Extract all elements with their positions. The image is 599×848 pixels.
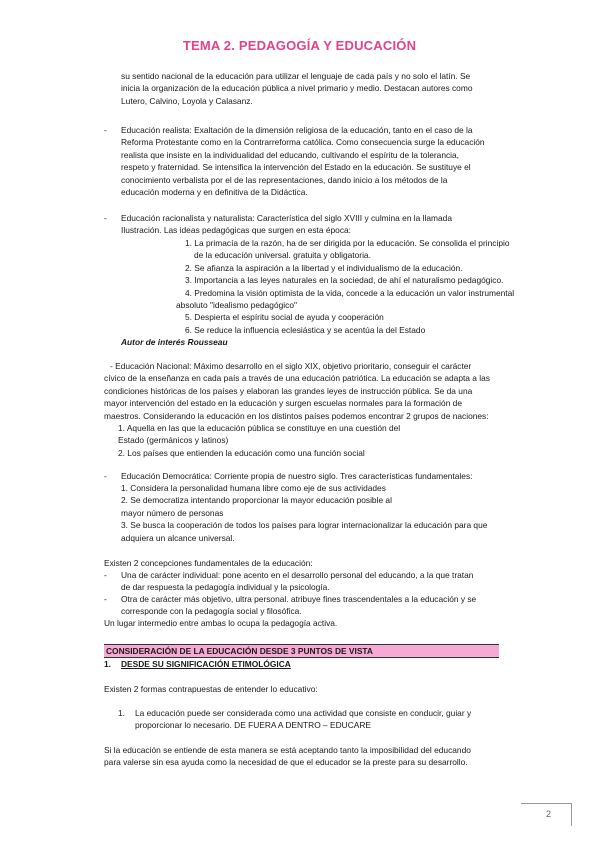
text-line: Educación realista: Exaltación de la dimensión religiosa de la educación, tanto en el caso de la — [121, 125, 473, 135]
consideracion-item — [135, 707, 515, 732]
text-line: La educación puede ser considerada como una actividad que consiste en conducir, guiar y — [135, 708, 472, 718]
list-item: de la educación universal. gratuita y obligatoria. — [194, 250, 371, 261]
text-line: Otra de carácter más objetivo, ultra personal. atribuye fines trascendentales a la educación y se — [121, 594, 477, 604]
text-line: educación moderna y en definitiva de la Didáctica. — [121, 187, 308, 198]
section-number: 1. — [104, 659, 111, 669]
list-item: 5. Despierta el espíritu social de ayuda y cooperación — [185, 312, 384, 323]
list-item: 6. Se reduce la influencia eclesiástica y se acentúa la del Estado — [185, 324, 426, 335]
page-number: 2 — [545, 809, 551, 819]
list-item: Estado (germánicos y latinos) — [118, 435, 229, 446]
racionalista-list — [176, 237, 515, 336]
nacional-paragraph — [104, 360, 515, 422]
text-line: cívico de la enseñanza en cada país a través de una educación patriótica. La educación se adapta a las — [104, 373, 490, 384]
text-line: mayor intervención del estado en la educación y surgen escuelas normales para la formación de — [104, 398, 463, 409]
concepciones-intro: Existen 2 concepciones fundamentales de la educación: — [104, 558, 313, 568]
list-item: 3. Se busca la cooperación de todos los países para lograr internacionalizar la educación para que — [121, 520, 488, 531]
text-line: Reforma Protestante como en la Contrarreforma católica. Como consecuencia surge la educación — [121, 137, 485, 148]
bullet-dash: - — [104, 125, 107, 135]
text-line: para valerse sin esa ayuda como la necesidad de que el educador se la preste para su desarrollo. — [104, 757, 468, 768]
text-line: maestros. Considerando la educación en los distintos países podemos encontrar 2 grupos de naciones: — [104, 410, 489, 421]
racionalista-paragraph — [121, 212, 515, 237]
realista-paragraph — [121, 124, 515, 198]
text-line: de dar respuesta la pedagogía individual y la psicología. — [121, 582, 330, 593]
text-line: Lutero, Calvino, Loyola y Calasanz. — [121, 95, 253, 106]
text-line: Educación racionalista y naturalista: Característica del siglo XVIII y culmina en la llamada — [121, 213, 452, 223]
page-number-box — [521, 803, 572, 826]
list-item: 2. Se afianza la aspiración a la libertad y el individualismo de la educación. — [185, 262, 463, 273]
list-item: 1. La primacía de la razón, ha de ser dirigida por la educación. Se consolida el principio — [185, 238, 510, 248]
text-line: inicia la organización de la educación pública a nivel primario y medio. Destacan autores como — [121, 83, 473, 94]
item-number: 1. — [118, 708, 125, 718]
list-item: 2. Se democratiza intentando proporcionar la mayor educación posible al — [121, 495, 392, 506]
consideracion-intro: Existen 2 formas contrapuestas de entender lo educativo: — [104, 684, 318, 694]
list-item: 1. Considera la personalidad humana libre como eje de sus actividades — [121, 483, 386, 493]
concepcion-item — [121, 593, 515, 618]
list-item: 3. Importancia a las leyes naturales en la sociedad, de ahí el naturalismo pedagógico. — [185, 275, 504, 286]
list-item: absoluto "idealismo pedagógico" — [176, 300, 297, 311]
text-line: corresponde con la pedagogía social y filosófica. — [121, 606, 302, 617]
text-line: conocimiento verbalista por el de las representaciones, dando inicio a los métodos de la — [121, 174, 448, 185]
bullet-dash: - — [104, 471, 107, 481]
list-item: 1. Aquella en las que la educación pública se constituye en una cuestión del — [118, 423, 401, 433]
text-line: respeto y fraternidad. Se intensifica la intervención del Estado en la educación. Se sustituye el — [121, 162, 471, 173]
section-banner-text: CONSIDERACIÓN DE LA EDUCACIÓN DESDE 3 PUNTOS DE VISTA — [106, 646, 373, 656]
text-line: Ilustración. Las ideas pedagógicas que surgen en esta época: — [121, 225, 352, 236]
concepcion-item — [121, 569, 515, 594]
text-line: - Educación Nacional: Máximo desarrollo en el siglo XIX, objetivo prioritario, conseguir el carácter — [110, 361, 472, 371]
nacional-list — [118, 422, 400, 459]
bullet-dash: - — [104, 594, 107, 604]
section-banner — [104, 644, 499, 658]
list-item: mayor número de personas — [121, 507, 224, 518]
text-line: Una de carácter individual: pone acento en el desarrollo personal del educando, a la que tratan — [121, 570, 474, 580]
democratica-line: Educación Democrática: Corriente propia de nuestro siglo. Tres características fundamentales: — [121, 471, 473, 481]
text-line: proporcionar lo necesario. DE FUERA A DENTRO – EDUCARE — [135, 720, 371, 731]
list-item: 4. Predomina la visión optimista de la vida, concede a la educación un valor instrumental — [185, 287, 515, 298]
author-note: Autor de interés Rousseau — [121, 337, 228, 347]
bullet-dash: - — [104, 213, 107, 223]
democratica-list — [121, 482, 487, 544]
page-title: TEMA 2. PEDAGOGÍA Y EDUCACIÓN — [182, 38, 417, 53]
text-line: condiciones históricas de los países y elaboran las grandes leyes de instrucción pública. Se da una — [104, 385, 473, 396]
bullet-dash: - — [104, 570, 107, 580]
list-item: adquiera un alcance universal. — [121, 532, 235, 543]
text-line: su sentido nacional de la educación para utilizar el lenguaje de cada país y no solo el latín. Se — [121, 71, 471, 81]
list-item: 2. Los países que entienden la educación como una función social — [118, 447, 365, 458]
intro-paragraph — [121, 70, 515, 107]
concepciones-outro: Un lugar intermedio entre ambas lo ocupa la pedagogía activa. — [104, 618, 338, 628]
section-heading: DESDE SU SIGNIFICACIÓN ETIMOLÓGICA — [121, 659, 291, 669]
text-line: Si la educación se entiende de esta manera se está aceptando tanto la imposibilidad del educando — [104, 745, 471, 755]
closing-paragraph — [104, 744, 515, 769]
text-line: realista que insiste en la individualidad del educando, cultivando el espíritu de la tolerancia, — [121, 149, 460, 160]
